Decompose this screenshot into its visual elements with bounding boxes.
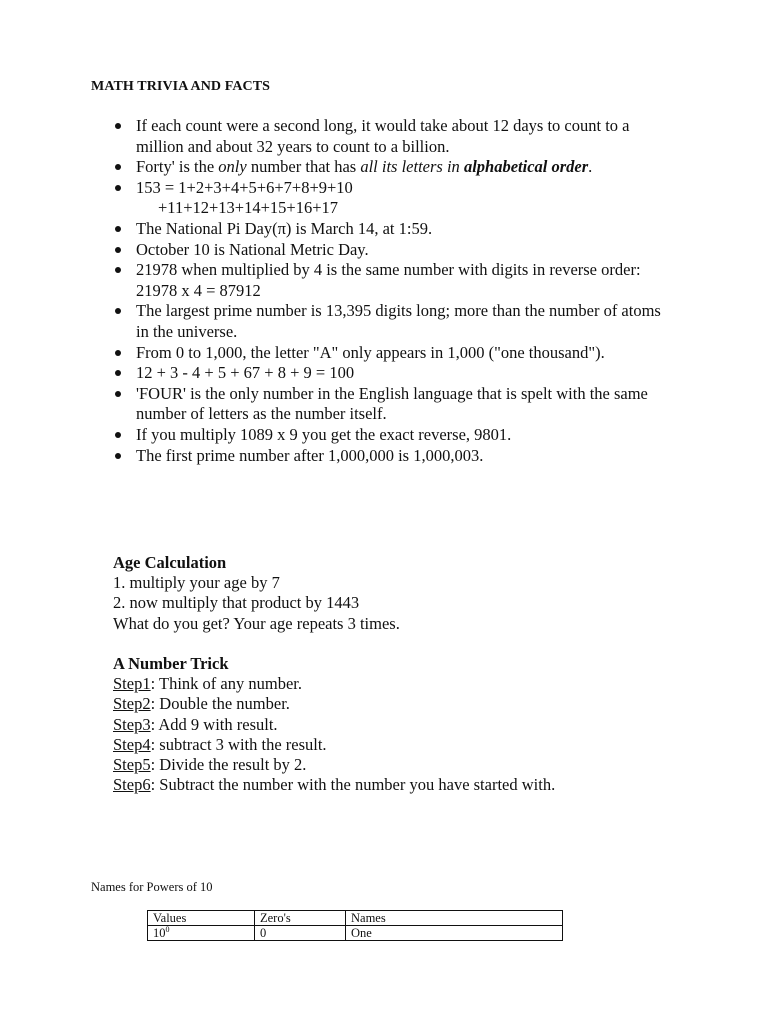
fact-text: 153 = 1+2+3+4+5+6+7+8+9+10 [136,177,353,197]
step-text: : subtract 3 with the result. [150,734,327,754]
list-item [113,301,673,342]
powers-table-title: Names for Powers of 10 [91,880,213,894]
strong-emphasis-text: alphabetical order [463,157,589,177]
fact-text-part: Forty' is the [136,157,219,177]
table-cell-value [148,926,255,941]
fact-text: If each count were a second long, it would take about 12 days to count to a million and about 32 years to count to a billion. [136,116,630,156]
step-label: Step3 [113,714,151,734]
step-text: : Add 9 with result. [150,714,278,734]
fact-text-continuation: +11+12+13+14+15+16+17 [158,198,339,218]
step-line [113,775,555,795]
step-line [113,674,555,694]
power-base: 10 [153,926,166,940]
instruction-line: 2. now multiply that product by 1443 [113,593,360,613]
fact-text-part: . [588,157,593,177]
column-header: Values [148,911,255,926]
emphasis-text: all its letters in [360,157,464,177]
section-heading: A Number Trick [113,654,229,673]
list-item [113,384,673,425]
step-text: : Subtract the number with the number you have started with. [150,775,556,795]
table-cell-name: One [346,926,563,941]
instruction-line: What do you get? Your age repeats 3 times. [113,613,400,633]
list-item [113,219,673,240]
step-text: : Divide the result by 2. [150,755,307,775]
fact-text: 'FOUR' is the only number in the English language that is spelt with the same number of letters as the number itself. [136,383,648,424]
step-label: Step2 [113,694,151,714]
step-line [113,755,555,775]
number-trick-section [113,654,555,795]
table-row [148,926,563,941]
list-item [113,116,673,157]
list-item [113,425,673,446]
step-label: Step1 [113,674,151,694]
fact-text: 12 + 3 - 4 + 5 + 67 + 8 + 9 = 100 [136,363,355,383]
age-calculation-section [113,553,400,634]
fact-text: The first prime number after 1,000,000 is 1,000,003. [136,445,484,465]
list-item [113,363,673,384]
fact-text: From 0 to 1,000, the letter "A" only appears in 1,000 ("one thousand"). [136,342,605,362]
section-heading: Age Calculation [113,553,227,572]
fact-text: If you multiply 1089 x 9 you get the exact reverse, 9801. [136,424,512,444]
table-cell-zeros: 0 [255,926,346,941]
step-line [113,694,555,714]
fact-text: 21978 when multiplied by 4 is the same number with digits in reverse order: 21978 x 4 = 87912 [136,260,641,300]
powers-of-ten-table [147,910,563,941]
step-label: Step5 [113,755,151,775]
instruction-line: 1. multiply your age by 7 [113,573,280,593]
list-item [113,260,673,301]
list-item [113,343,673,364]
list-item [113,178,673,219]
step-text: : Double the number. [150,694,290,714]
column-header: Names [346,911,563,926]
step-line [113,735,555,755]
fact-text: October 10 is National Metric Day. [136,239,369,259]
emphasis-text: only [218,157,247,177]
table-header-row [148,911,563,926]
step-line [113,715,555,735]
step-label: Step6 [113,775,151,795]
fact-text-part: number that has [246,157,361,177]
list-item [113,240,673,261]
step-label: Step4 [113,734,151,754]
page-title: MATH TRIVIA AND FACTS [91,79,271,94]
power-exponent: 0 [165,924,170,934]
list-item [113,157,673,178]
fact-text: The National Pi Day(π) is March 14, at 1:59. [136,218,433,238]
column-header: Zero's [255,911,346,926]
step-text: : Think of any number. [150,674,302,694]
fact-text: The largest prime number is 13,395 digits long; more than the number of atoms in the universe. [136,301,661,341]
facts-list [113,116,673,466]
list-item [113,446,673,467]
